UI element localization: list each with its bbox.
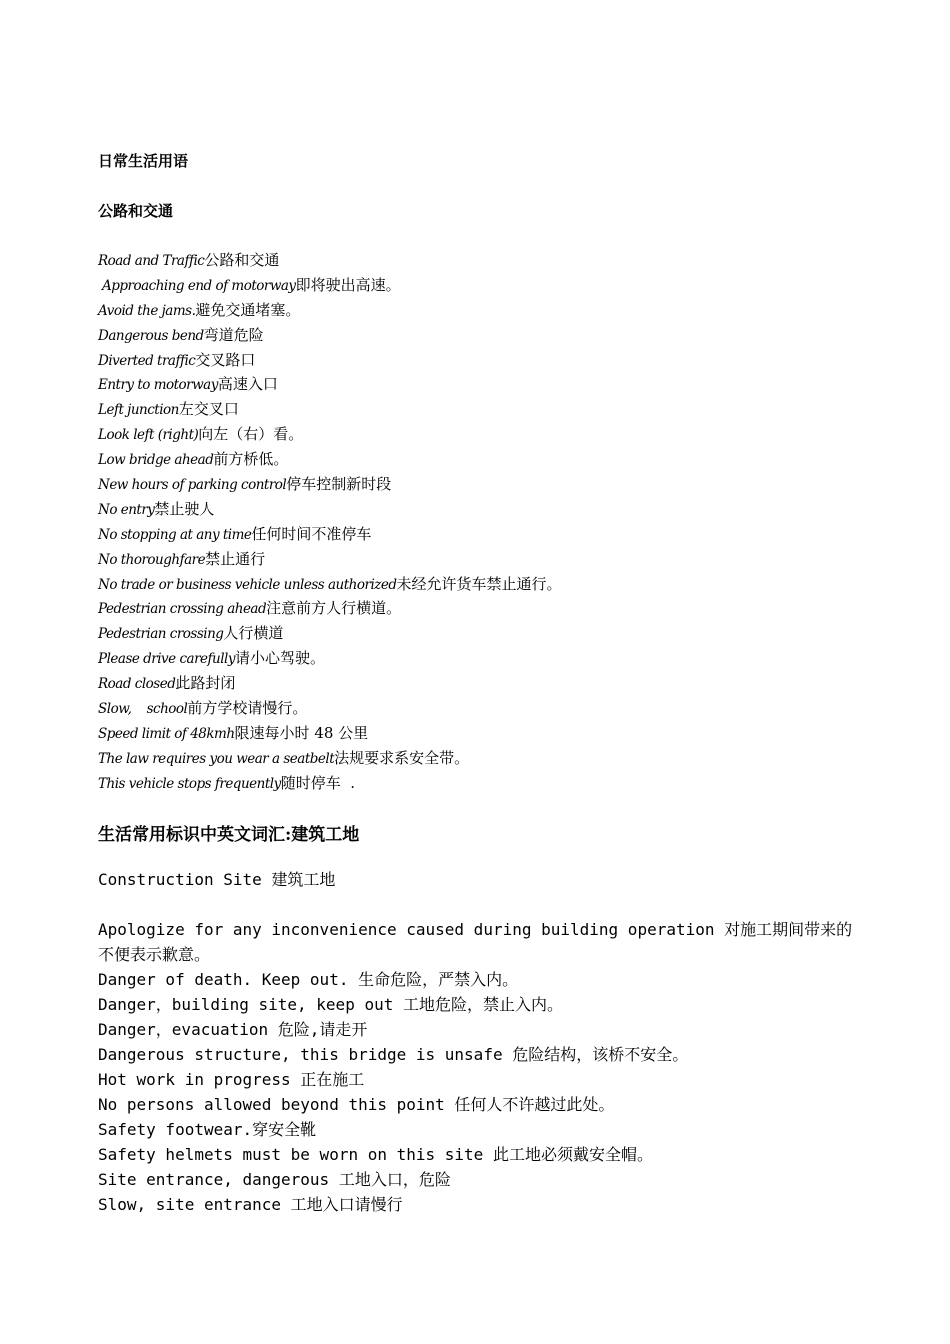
list-item: Danger，building site, keep out 工地危险，禁止入内。 <box>98 995 563 1014</box>
phrase-en: Dangerous bend <box>98 327 204 344</box>
list-item <box>98 646 562 671</box>
list-item <box>98 447 562 472</box>
phrase-en: Low bridge ahead <box>98 452 214 469</box>
phrase-en: Avoid the jams. <box>98 302 196 319</box>
phrase-en: This vehicle stops frequently <box>98 775 281 792</box>
phrase-zh: 未经允许货车禁止通行。 <box>396 574 562 593</box>
phrase-zh: 公路和交通 <box>204 251 280 269</box>
road-traffic-list <box>98 248 562 796</box>
list-item: Safety helmets must be worn on this site 此工地必须戴安全帽。 <box>98 1145 653 1164</box>
construction-site-title: Construction Site 建筑工地 <box>98 870 336 889</box>
phrase-en: Diverted traffic <box>98 352 196 369</box>
phrase-zh: 前方桥低。 <box>213 450 289 469</box>
list-item: Hot work in progress 正在施工 <box>98 1070 365 1089</box>
list-item <box>98 397 562 422</box>
phrase-zh: 即将驶出高速。 <box>295 275 401 294</box>
list-item <box>98 472 562 497</box>
list-item: Safety footwear.穿安全靴 <box>98 1120 317 1139</box>
list-item <box>98 721 562 746</box>
list-item: Site entrance, dangerous 工地入口，危险 <box>98 1170 451 1189</box>
list-item <box>98 671 562 696</box>
phrase-zh: 前方学校请慢行。 <box>187 699 308 718</box>
list-item <box>98 323 562 348</box>
heading-construction-vocabulary: 生活常用标识中英文词汇:建筑工地 <box>98 825 360 845</box>
construction-list <box>98 917 858 1217</box>
list-item <box>98 572 562 597</box>
list-item <box>98 621 562 646</box>
phrase-zh: 限速每小时 48 公里 <box>234 723 369 742</box>
phrase-en: Road closed <box>98 676 176 693</box>
phrase-zh: 注意前方人行横道。 <box>266 599 402 618</box>
phrase-zh: 法规要求系安全带。 <box>334 748 470 767</box>
list-item <box>98 746 562 771</box>
phrase-zh: 向左（右）看。 <box>198 425 304 444</box>
phrase-zh: 任何时间不准停车 <box>251 524 372 543</box>
list-item <box>98 522 562 547</box>
phrase-en: New hours of parking control <box>98 477 287 494</box>
phrase-en: No stopping at any time <box>98 526 252 543</box>
phrase-en: Entry to motorway <box>98 377 218 394</box>
list-item: Danger，evacuation 危险,请走开 <box>98 1020 368 1039</box>
phrase-en: Look left (right) <box>98 427 199 444</box>
list-item <box>98 547 562 572</box>
phrase-zh: 请小心驾驶。 <box>234 649 325 668</box>
list-item <box>98 497 562 522</box>
phrase-zh: 人行横道 <box>223 624 284 643</box>
list-item: Danger of death. Keep out. 生命危险，严禁入内。 <box>98 970 519 989</box>
list-item <box>98 273 562 298</box>
list-item: Slow, site entrance 工地入口请慢行 <box>98 1195 403 1214</box>
list-item <box>98 298 562 323</box>
phrase-en: Please drive carefully <box>98 651 235 668</box>
phrase-zh: 停车控制新时段 <box>286 475 392 494</box>
list-item: Apologize for any inconvenience caused during building operation 对施工期间带来的不便表示歉意。 <box>98 920 853 964</box>
list-item <box>98 596 562 621</box>
phrase-en: Slow, school <box>98 701 188 718</box>
phrase-zh: 禁止通行 <box>205 549 266 568</box>
phrase-en: Speed limit of 48kmh <box>98 725 235 742</box>
phrase-en: No thoroughfare <box>98 551 206 568</box>
phrase-en: No entry <box>98 501 155 518</box>
phrase-en: Approaching end of motorway <box>102 277 296 294</box>
phrase-zh: 禁止驶人 <box>154 499 215 518</box>
list-item: Dangerous structure, this bridge is unsafe 危险结构，该桥不安全。 <box>98 1045 689 1064</box>
phrase-zh: 高速入口 <box>217 375 278 394</box>
phrase-zh: 随时停车 . <box>280 773 356 792</box>
list-item <box>98 771 562 796</box>
list-item <box>98 348 562 373</box>
phrase-en: The law requires you wear a seatbelt <box>98 750 335 767</box>
phrase-zh: 左交叉口 <box>178 400 239 419</box>
phrase-en: Pedestrian crossing <box>98 626 224 643</box>
phrase-en: No trade or business vehicle unless authorized <box>98 576 397 593</box>
heading-daily-phrases: 日常生活用语 <box>98 152 189 170</box>
list-item <box>98 422 562 447</box>
list-item: No persons allowed beyond this point 任何人不许越过此处。 <box>98 1095 615 1114</box>
phrase-zh: 避免交通堵塞。 <box>195 300 301 319</box>
phrase-en: Left junction <box>98 402 179 419</box>
phrase-en: Pedestrian crossing ahead <box>98 601 267 618</box>
phrase-zh: 交叉路口 <box>195 350 256 369</box>
list-item <box>98 372 562 397</box>
list-item <box>98 696 562 721</box>
phrase-zh: 此路封闭 <box>175 674 236 693</box>
list-item <box>98 248 562 273</box>
phrase-en: Road and Traffic <box>98 253 205 269</box>
phrase-zh: 弯道危险 <box>203 325 264 344</box>
heading-road-traffic: 公路和交通 <box>98 202 174 220</box>
